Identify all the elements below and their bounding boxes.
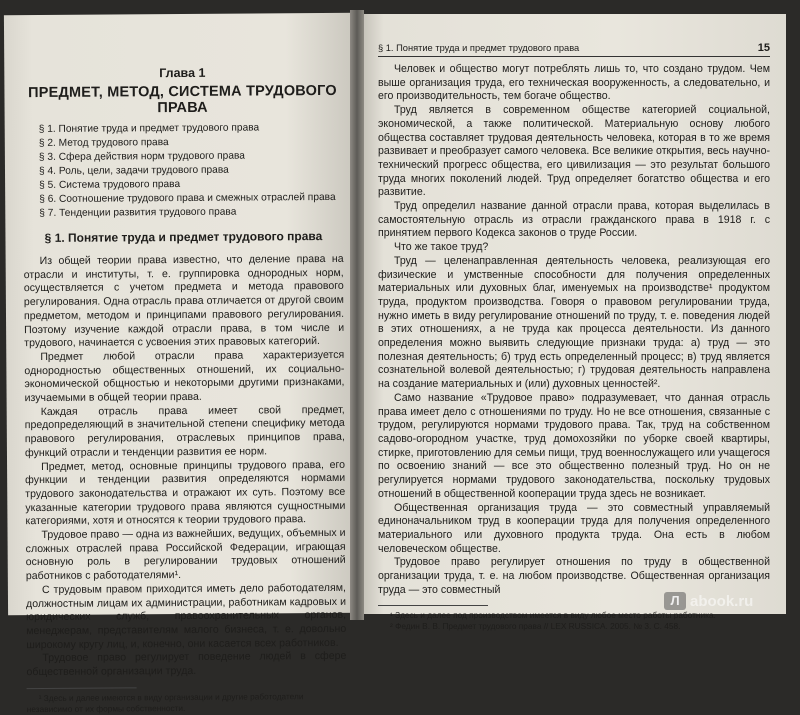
right-page [358,14,786,632]
footnote-divider [27,687,137,689]
watermark [664,592,753,610]
body-paragraph: Труд определил название данной отрасли права, которая выделилась в самостоятельную отрасль из отрасли гражданского права в 1918 г. с принятием первого Кодекса законов о труде России. [378,200,770,240]
watermark-text: abook.ru [690,592,754,610]
body-paragraph: Труд является в современном обществе категорией социальной, экономической, а также политической. Материальную основу любого общества составляет трудовая деятельность человека, которая в то же время развивает и преобразует самого человека. Все великие открытия, весь научно-технический прогресс общества, его цивилизация — это результат большого труда многих поколений людей. Труд определяет богатство общества и его развитие. [378,104,770,199]
body-paragraph: Общественная организация труда — это совместный управляемый единоначальником труд в кооперации труда для получения определенного материального или духовного продукта труда. Она есть в любом человеческом обществе. [378,501,770,555]
footnote: ² Федин В. В. Предмет трудового права // LEX RUSSICA. 2005. № 3. С. 458. [390,621,681,632]
footnote-divider [378,605,488,606]
watermark-logo-icon: Л [664,592,686,610]
toc-item: § 4. Роль, цели, задачи трудового права [38,164,229,177]
section-title: § 1. Понятие труда и предмет трудового права [44,229,323,245]
body-paragraph: Что же такое труд? [394,241,489,254]
toc-item: § 3. Сфера действия норм трудового права [38,150,245,163]
running-head-title: § 1. Понятие труда и предмет трудового права [378,43,580,53]
toc-item: § 7. Тенденции развития трудового права [39,206,237,219]
chapter-contents [39,121,344,221]
toc-item: § 5. Система трудового права [39,179,181,191]
body-paragraph: Предмет любой отрасли права характеризуется однородностью общественных отношений, их социально-экономической общностью и некоторыми другими признаками, изучаемыми в общей теории права. [24,348,345,405]
body-paragraph: Трудовое право регулирует отношения по труду в общественной организации труда, т. е. на любом производстве. Общественная организация труда — это совместный [378,556,770,596]
body-paragraph: Само название «Трудовое право» подразумевает, что данная отрасль права имеет дело с отношениями по труду. Но не все отношения, связанные с трудом, регулируются нормами трудового права. Так, труд на собственном садово-огородном участке, труд домохозяйки по уборке своей квартиры, стирке, приготовлению для семьи пищи, труд военнослужащего или учащегося по освоению знаний — все это общественно полезный труд. Но он не регулируется нормами трудового законодательства, поскольку трудовых отношений в общественной кооперации труда здесь не возникает. [378,391,770,500]
toc-item: § 2. Метод трудового права [38,137,169,149]
toc-item: § 1. Понятие труда и предмет трудового права [38,122,260,135]
footnote: ¹ Здесь и далее имеются в виду организации и другие работодатели независимо от их формы собственности. [26,690,304,714]
page-number: 15 [757,42,770,54]
footnote: ¹ Здесь и далее под производством имеется в виду любое место работы работника. [390,610,716,621]
body-paragraph: Человек и общество могут потреблять лишь то, что создано трудом. Чем выше организация труда, его техническая вооруженность, а следовательно, и его производительность, тем богаче общество. [378,63,770,103]
toc-item: § 6. Соотношение трудового права и смежных отраслей права [39,191,336,205]
body-paragraph: Трудовое право регулирует поведение людей в сфере общественной организации труда. [26,650,347,679]
body-paragraph: Труд — целенаправленная деятельность человека, реализующая его физические и умственные способности для получения определенных материальных или духовных благ, именуемых на производстве¹ продуктом труда, продуктом производства. Говоря о правовом регулировании труда, нужно иметь в виду регулирование отношений по труду, т. е. поведения людей в этих отношениях, а не труда как процесса деятельности. Из данного определения можно выявить следующие признаки труда: а) труд — это полезная деятельность; б) труд есть определенный процесс; в) труд является сознательной волевой деятельностью; г) трудовая деятельность направлена на создание материальных и (или) духовных ценностей². [378,254,770,391]
left-page [4,13,360,714]
body-paragraph: Каждая отрасль права имеет свой предмет, предопределяющий в значительной степени специфику метода правового регулирования, отраслевых принципов права, функций отрасли и тенденции развития ее норм. [24,403,345,459]
running-header [378,42,770,57]
chapter-title: ПРЕДМЕТ, МЕТОД, СИСТЕМА ТРУДОВОГО ПРАВА [28,82,337,117]
book-spine [350,10,364,620]
body-paragraph: Предмет, метод, основные принципы трудового права, его функции и тенденции развития определяются нормами трудового законодательства и отражают их суть. Поэтому все указанные категории трудового права являются сущностными категориями, хотя и относятся к теории трудового права. [25,458,346,528]
body-paragraph: Трудовое право — одна из важнейших, ведущих, объемных и сложных отраслей права Российской Федерации, играющая основную роль в регулировании трудовых отношений работников с работодателями¹. [25,526,346,583]
body-paragraph: Из общей теории права известно, что деление права на отрасли и институты, т. е. группировка однородных норм, осуществляется с учетом предмета и метода правового регулирования. Одна отрасль права отличается от другой своим предметом, методом и принципами правового регулирования. Поэтому изучение каждой отрасли права, в том числе и трудового, начинается с усвоения этих правовых категорий. [23,252,345,350]
body-paragraph: С трудовым правом приходится иметь дело работодателям, должностным лицам их администрации, работникам кадровых и юридических служб, правоохранительных органов, менеджерам, представителям малого бизнеса, т. е. довольно широкому кругу лиц, и, конечно, они касается всех работников. [25,581,347,651]
chapter-number: Глава 1 [159,65,206,81]
